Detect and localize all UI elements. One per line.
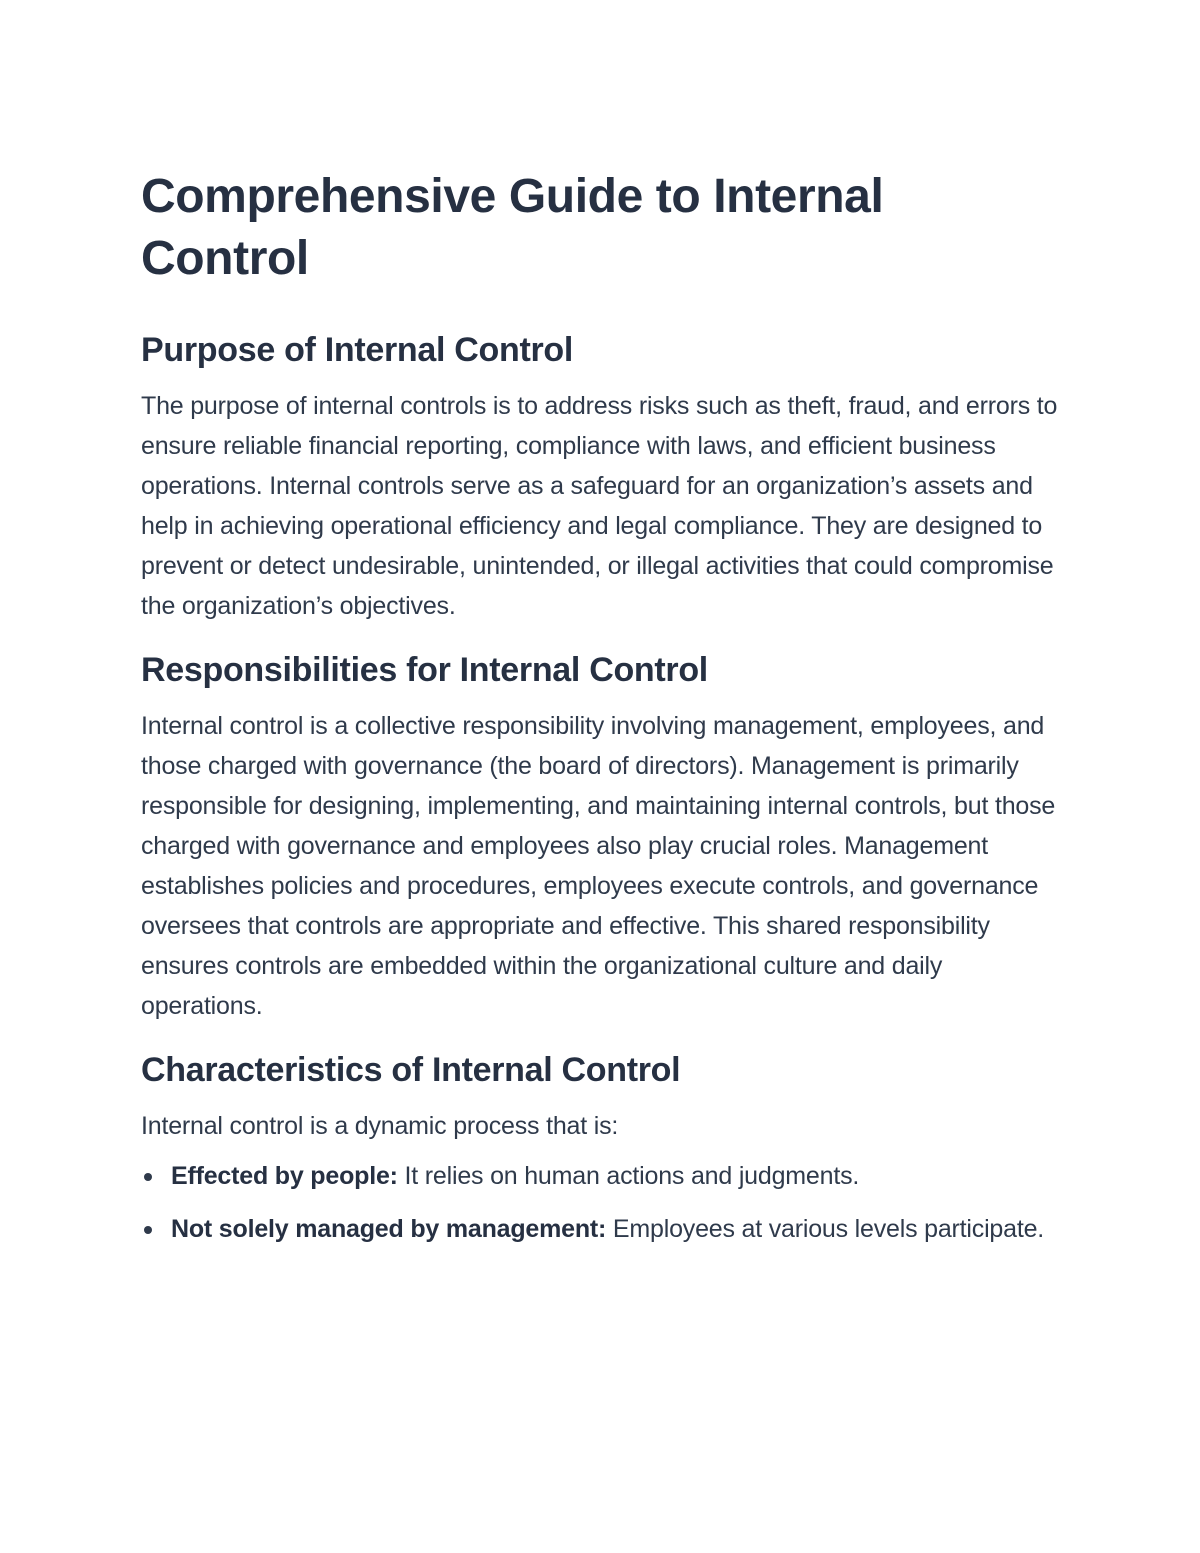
section-intro-characteristics: Internal control is a dynamic process that is: [141,1112,619,1140]
section-heading-characteristics: Characteristics of Internal Control [141,1051,681,1089]
list-item-term: Not solely managed by management: [171,1215,607,1243]
section-paragraph-responsibilities: Internal control is a collective responsibility involving management, employees, and those charged with governance (the board of directors). Management is primarily responsible for designing, implementing, and maintaining internal controls, but those charged with governance and employees also play crucial roles. Management establishes policies and procedures, employees execute controls, and governance oversees that controls are appropriate and effective. This shared responsibility ensures controls are embedded within the organizational culture and daily operations. [141,712,1056,1020]
list-item-text: It relies on human actions and judgments. [397,1162,860,1190]
bullet-icon [144,1173,152,1181]
list-item-term: Effected by people: [171,1162,398,1190]
characteristics-list [141,1156,1061,1249]
section-paragraph-purpose: The purpose of internal controls is to address risks such as theft, fraud, and errors to ensure reliable financial reporting, compliance with laws, and efficient business operations. Internal controls serve as a safeguard for an organization’s assets and help in achieving operational efficiency and legal compliance. They are designed to prevent or detect undesirable, unintended, or illegal activities that could compromise the organization’s objectives. [141,392,1058,620]
document-page [141,166,1061,1262]
document-title: Comprehensive Guide to Internal Control [141,170,884,285]
bullet-icon [144,1226,152,1234]
section-heading-responsibilities: Responsibilities for Internal Control [141,651,708,689]
list-item [141,1209,1061,1249]
list-item-text: Employees at various levels participate. [606,1215,1045,1243]
section-heading-purpose: Purpose of Internal Control [141,331,574,369]
list-item [141,1156,1061,1196]
